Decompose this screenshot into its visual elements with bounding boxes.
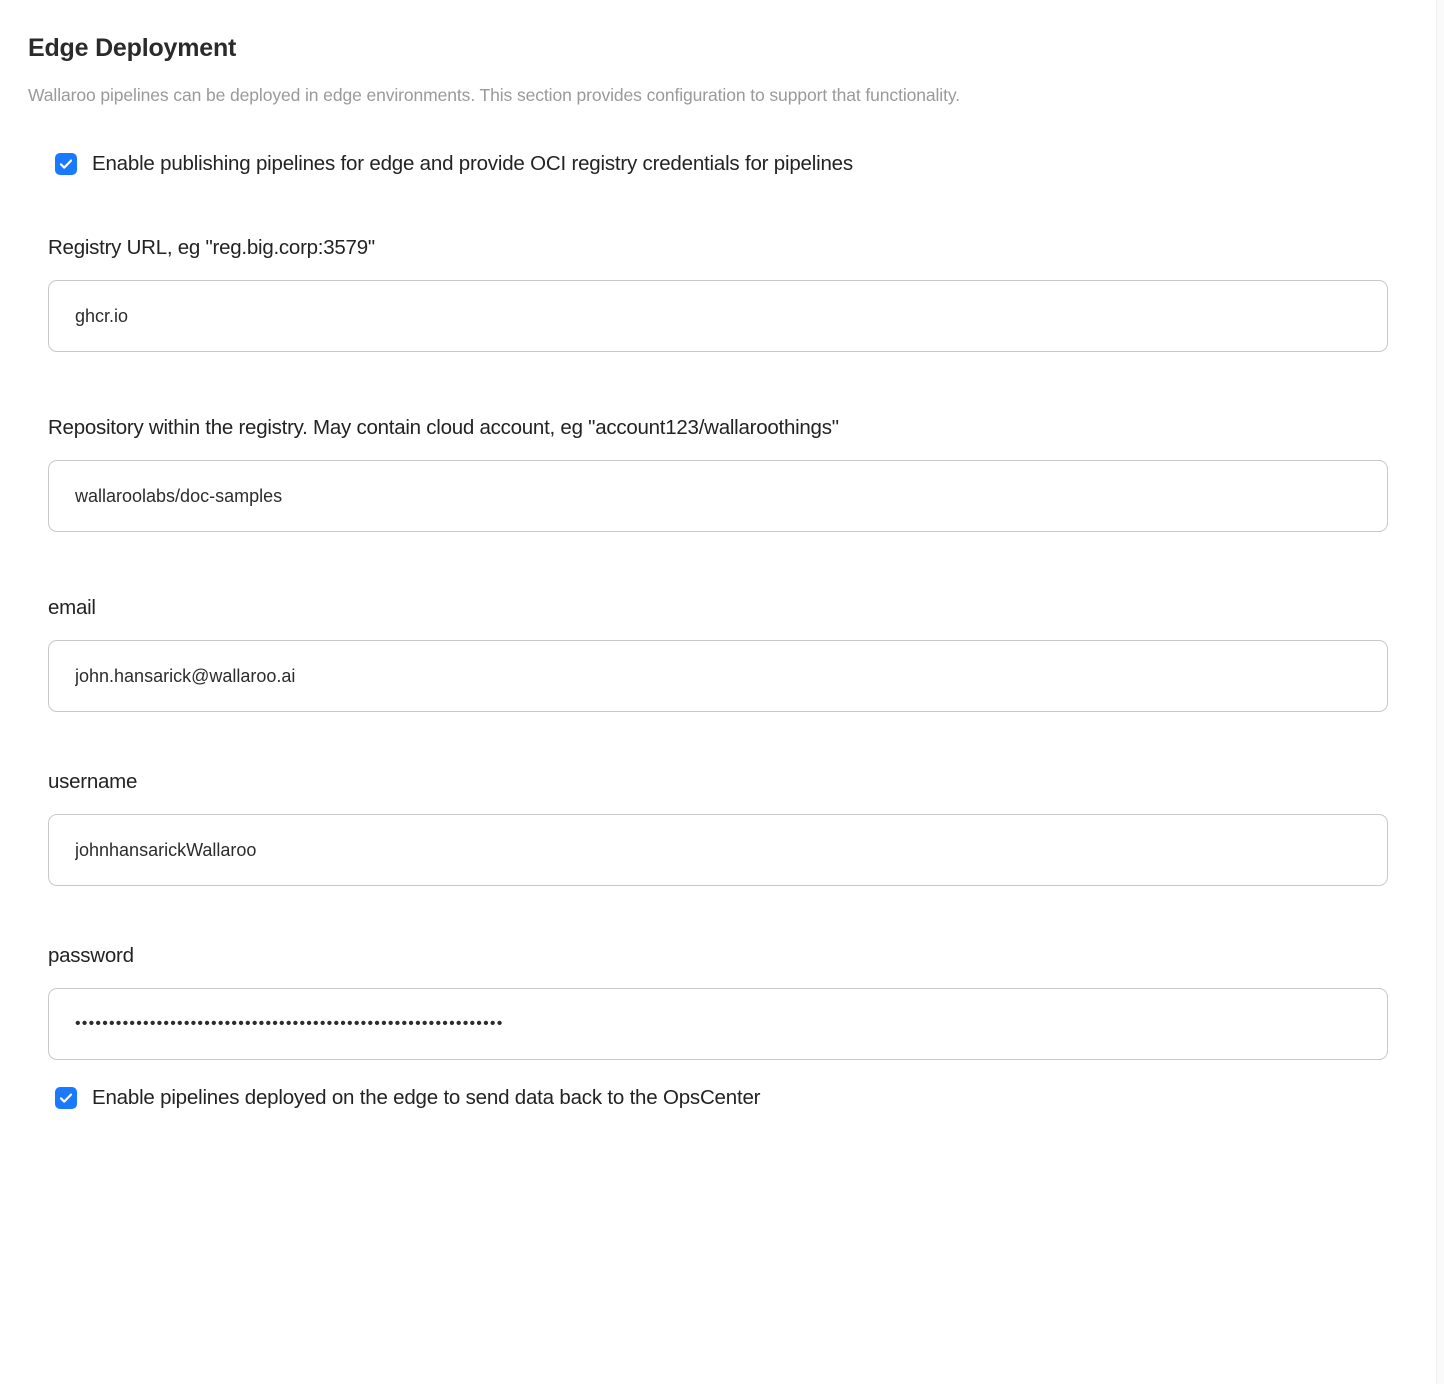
username-input[interactable] [48, 814, 1388, 886]
enable-opscenter-checkbox-row[interactable] [0, 1086, 1444, 1110]
password-label: password [48, 944, 134, 967]
field-email [0, 596, 1444, 712]
section-description: Wallaroo pipelines can be deployed in edge environments. This section provides configuration to support that functionality. [28, 85, 960, 105]
enable-publishing-checkbox-row[interactable] [0, 152, 1444, 176]
panel-right-edge [1436, 0, 1444, 1384]
page-title: Edge Deployment [28, 34, 237, 62]
registry-url-label: Registry URL, eg "reg.big.corp:3579" [48, 236, 375, 259]
field-username [0, 770, 1444, 886]
field-password [0, 944, 1444, 1060]
email-label: email [48, 596, 96, 619]
enable-publishing-checkbox[interactable] [55, 153, 77, 175]
field-registry-url [0, 236, 1444, 352]
field-repository [0, 416, 1444, 532]
repository-label: Repository within the registry. May contain cloud account, eg "account123/wallaroothings" [48, 416, 839, 439]
password-input[interactable] [48, 988, 1388, 1060]
enable-opscenter-checkbox[interactable] [55, 1087, 77, 1109]
enable-opscenter-label: Enable pipelines deployed on the edge to send data back to the OpsCenter [92, 1086, 761, 1109]
registry-url-input[interactable] [48, 280, 1388, 352]
repository-input[interactable] [48, 460, 1388, 532]
enable-publishing-label: Enable publishing pipelines for edge and provide OCI registry credentials for pipelines [92, 152, 853, 175]
username-label: username [48, 770, 138, 793]
password-masked-value: ••••••••••••••••••••••••••••••••••••••••••••••••••••••••••••••• [75, 1015, 504, 1032]
email-input[interactable] [48, 640, 1388, 712]
